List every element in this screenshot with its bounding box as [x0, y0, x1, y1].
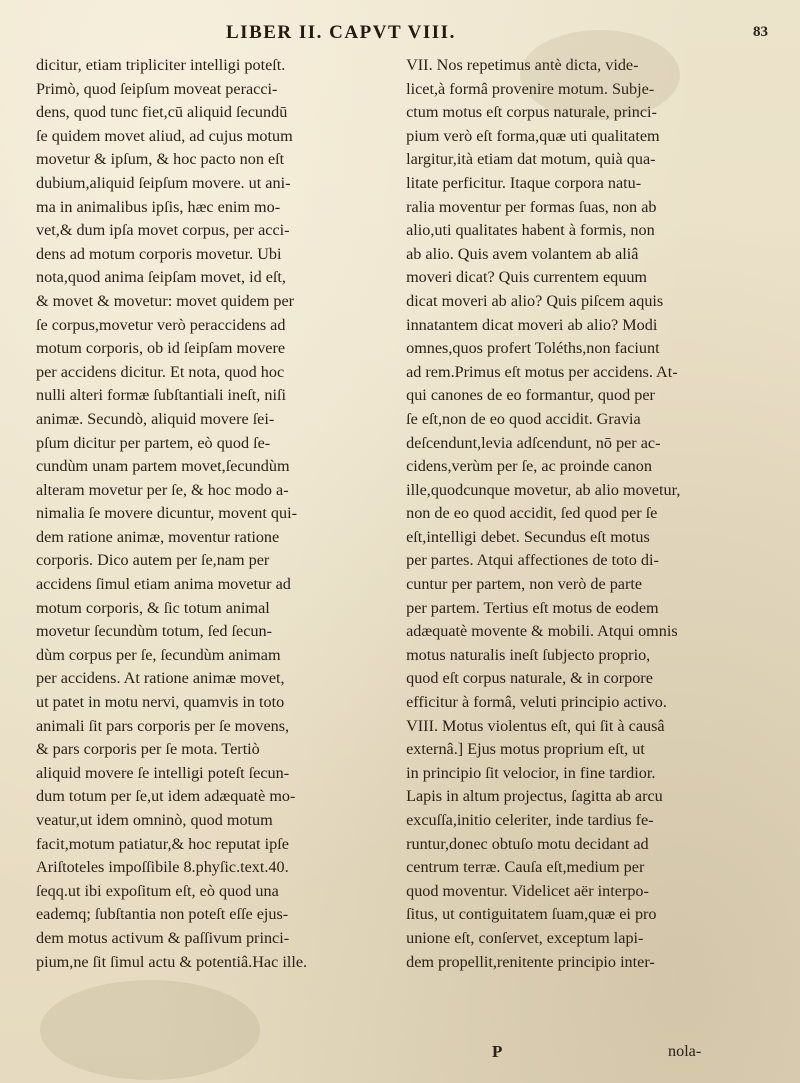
text-line: motum corporis, ob id ſeipſam movere — [36, 339, 286, 358]
text-line: cuntur per partem, non verò de parte — [406, 575, 643, 594]
text-line: pſum dicitur per partem, eò quod ſe- — [36, 433, 271, 452]
text-line: qui canones de eo formantur, quod per — [406, 386, 655, 405]
text-line: dubium,aliquid ſeipſum movere. ut ani- — [36, 173, 291, 192]
text-line: corporis. Dico autem per ſe,nam per — [36, 551, 270, 570]
running-head: LIBER II. CAPVT VIII. — [226, 22, 456, 43]
text-line: alteram movetur per ſe, & hoc modo a- — [36, 480, 289, 499]
text-line: Lapis in altum projectus, ſagitta ab arcu — [406, 787, 663, 806]
text-line: unione eſt, conſervet, exceptum lapi- — [406, 928, 644, 947]
text-line: ut patet in motu nervi, quamvis in toto — [36, 693, 285, 712]
text-line: largitur,ità etiam dat motum, quià qua- — [406, 150, 656, 169]
text-line: pium verò eſt forma,quæ uti qualitatem — [406, 126, 660, 145]
text-line: dum totum per ſe,ut idem adæquatè mo- — [36, 787, 296, 806]
text-line: motus naturalis ineſt ſubjecto proprio, — [406, 645, 651, 664]
left-column — [36, 54, 388, 974]
text-line: alio,uti qualitates habent à formis, non — [406, 221, 655, 240]
right-column — [406, 54, 774, 974]
text-line: cidens,verùm per ſe, ac proinde canon — [406, 457, 652, 476]
text-line: innatantem dicat moveri ab alio? Modi — [406, 315, 658, 334]
text-line: dicat moveri ab alio? Quis piſcem aquis — [406, 291, 664, 310]
text-line: ralia moventur per formas ſuas, non ab — [406, 197, 657, 216]
text-line: movetur ſecundùm totum, ſed ſecun- — [36, 622, 273, 641]
text-line: dem propellit,renitente principio inter- — [406, 952, 655, 971]
signature-mark: P — [492, 1042, 503, 1061]
text-line: licet,à formâ provenire motum. Subje- — [406, 79, 655, 98]
text-line: deſcendunt,levia adſcendunt, nō per ac- — [406, 433, 661, 452]
text-line: non de eo quod accidit, ſed quod per ſe — [406, 504, 658, 523]
text-line: nimalia ſe movere dicuntur, movent qui- — [36, 504, 297, 523]
text-line: per accidens. At ratione animæ movet, — [36, 669, 285, 688]
text-line: litate perficitur. Itaque corpora natu- — [406, 173, 642, 192]
text-line: accidens ſimul etiam anima movetur ad — [36, 575, 291, 594]
text-line: veatur,ut idem omninò, quod motum — [36, 811, 273, 829]
text-line: & pars corporis per ſe mota. Tertiò — [36, 740, 260, 759]
text-line: ctum motus eſt corpus naturale, princi- — [406, 103, 657, 122]
text-line: per partes. Atqui affectiones de toto di- — [406, 551, 659, 570]
text-line: dens, quod tunc fiet,cū aliquid ſecundū — [36, 103, 288, 122]
text-line: motum corporis, & ſic totum animal — [36, 598, 270, 617]
text-line: in principio ſit velocior, in fine tardior. — [406, 763, 656, 782]
text-line: per accidens dicitur. Et nota, quod hoc — [36, 362, 285, 381]
text-line: animali ſit pars corporis per ſe movens, — [36, 716, 290, 735]
text-line: ille,quodcunque movetur, ab alio movetur, — [406, 480, 681, 499]
text-line: centrum terræ. Cauſa eſt,medium per — [406, 858, 645, 877]
text-line: VIII. Motus violentus eſt, qui ſit à causâ — [406, 716, 665, 735]
paper-stain — [40, 980, 260, 1080]
text-columns — [36, 54, 774, 974]
text-line: vet,& dum ipſa movet corpus, per acci- — [36, 221, 290, 240]
text-line: dem motus activum & paſſivum princi- — [36, 928, 290, 947]
text-line: & movet & movetur: movet quidem per — [36, 291, 295, 310]
text-line: ſe eſt,non de eo quod accidit. Gravia — [406, 409, 641, 428]
text-line: dens ad motum corporis movetur. Ubi — [36, 244, 282, 263]
text-line: eademq; ſubſtantia non poteſt eſſe ejus- — [36, 905, 289, 924]
text-line: dem ratione animæ, moventur ratione — [36, 527, 280, 546]
page-header — [226, 22, 774, 52]
text-line: ſe quidem movet aliud, ad cujus motum — [36, 126, 293, 145]
text-line: ma in animalibus ipſis, hæc enim mo- — [36, 197, 281, 216]
text-line: pium,ne ſit ſimul actu & potentiâ.Hac ille. — [36, 952, 308, 971]
page-number: 83 — [753, 24, 768, 40]
text-line: ſeqq.ut ibi expoſitum eſt, eò quod una — [36, 881, 279, 900]
text-line: dùm corpus per ſe, ſecundùm animam — [36, 645, 281, 664]
text-line: runtur,donec obtuſo motu decidant ad — [406, 834, 649, 853]
text-line: externâ.] Ejus motus proprium eſt, ut — [406, 740, 645, 759]
catchword: nola- — [668, 1042, 702, 1060]
text-line: dicitur, etiam tripliciter intelligi poteſt. — [36, 56, 286, 74]
text-line: movetur & ipſum, & hoc pacto non eſt — [36, 150, 285, 169]
text-line: animæ. Secundò, aliquid movere ſei- — [36, 409, 275, 428]
text-line: quod eſt corpus naturale, & in corpore — [406, 669, 653, 688]
text-line: aliquid movere ſe intelligi poteſt ſecun- — [36, 763, 290, 782]
text-line: excuſſa,initio celeriter, inde tardius fe- — [406, 811, 654, 829]
text-line: adæquatè movente & mobili. Atqui omnis — [406, 622, 678, 641]
text-line: nulli alteri formæ ſubſtantiali ineſt, niſi — [36, 386, 286, 405]
text-line: eſt,intelligi debet. Secundus eſt motus — [406, 527, 650, 546]
text-line: Ariſtoteles impoſſibile 8.phyſic.text.40. — [36, 858, 289, 877]
text-line: nota,quod anima ſeipſam movet, id eſt, — [36, 268, 286, 287]
text-line: omnes,quos profert Toléths,non faciunt — [406, 339, 660, 358]
text-line: ad rem.Primus eſt motus per accidens. At- — [406, 362, 678, 381]
text-line: cundùm unam partem movet,ſecundùm — [36, 457, 290, 476]
text-line: per partem. Tertius eſt motus de eodem — [406, 598, 659, 617]
text-line: VII. Nos repetimus antè dicta, vide- — [406, 56, 639, 74]
text-line: quod moventur. Videlicet aër interpo- — [406, 881, 649, 900]
text-line: ſitus, ut contiguitatem ſuam,quæ ei pro — [406, 905, 657, 924]
text-line: facit,motum patiatur,& hoc reputat ipſe — [36, 834, 289, 853]
text-line: moveri dicat? Quis currentem equum — [406, 268, 648, 287]
text-line: ſe corpus,movetur verò peraccidens ad — [36, 315, 286, 334]
text-line: ab alio. Quis avem volantem ab aliâ — [406, 244, 639, 263]
text-line: efficitur à formâ, veluti principio activo. — [406, 693, 667, 712]
text-line: Primò, quod ſeipſum moveat peracci- — [36, 79, 278, 98]
